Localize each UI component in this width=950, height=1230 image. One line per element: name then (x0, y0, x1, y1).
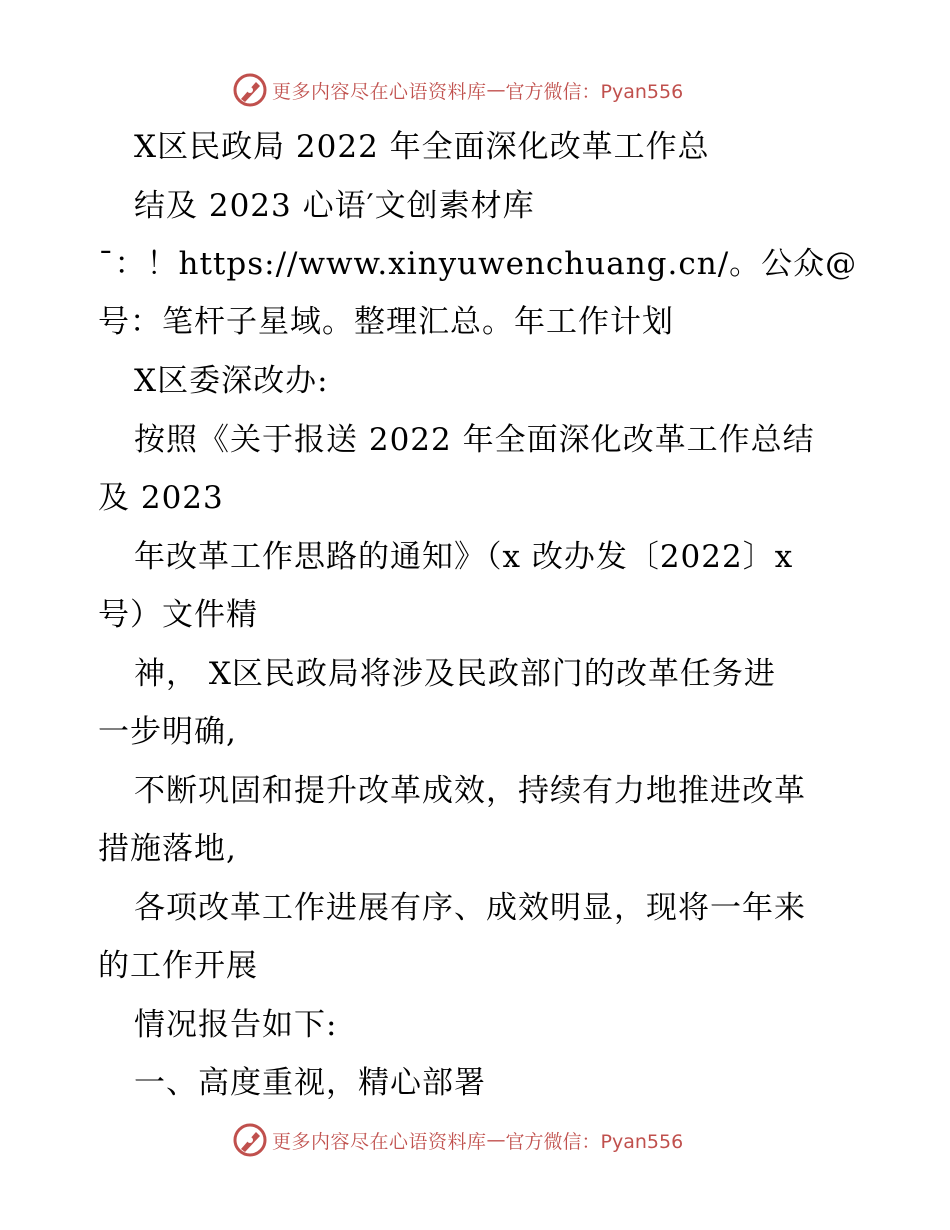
text-line-15: 的工作开展 (98, 948, 258, 984)
text-line-4: 号：笔杆子星域。整理汇总。年工作计划 (98, 304, 674, 340)
text-line-10: 神， X区民政局将涉及民政部门的改革任务进 (134, 656, 776, 692)
text-line-14: 各项改革工作进展有序、成效明显，现将一年来 (134, 890, 806, 926)
text-line-16: 情况报告如下: (134, 1007, 338, 1043)
footer-banner (232, 1120, 683, 1160)
text-line-8: 年改革工作思路的通知》（x 改办发〔2022〕x (134, 539, 794, 575)
banner-wechat: 官方微信：Pyan556 (505, 1130, 684, 1153)
addressee-line: X区委深改办: (134, 363, 329, 399)
text-line-13: 措施落地, (98, 831, 237, 867)
pen-seal-icon (232, 1122, 268, 1158)
text-line-9: 号）文件精 (98, 597, 258, 633)
banner-dash: — (486, 79, 506, 101)
header-banner (232, 70, 683, 110)
banner-text: 更多内容尽在心语资料库 (272, 80, 487, 103)
section-heading: 一、高度重视，精心部署 (134, 1065, 486, 1101)
banner-wechat: 官方微信：Pyan556 (505, 80, 684, 103)
banner-text: 更多内容尽在心语资料库 (272, 1130, 487, 1153)
banner-dash: — (486, 1129, 506, 1151)
text-line-12: 不断巩固和提升改革成效，持续有力地推进改革 (134, 773, 806, 809)
pen-seal-icon (232, 72, 268, 108)
text-line-6: 按照《关于报送 2022 年全面深化改革工作总结 (134, 422, 815, 458)
text-line-3: ¯：！https://www.xinyuwenchuang.cn/。公众@ (98, 246, 858, 282)
title-line-1: X区民政局 2022 年全面深化改革工作总 (134, 129, 710, 165)
text-line-11: 一步明确, (98, 714, 237, 750)
text-line-7: 及 2023 (98, 480, 224, 516)
title-line-2: 结及 2023 心语′文创素材库 (134, 188, 535, 224)
